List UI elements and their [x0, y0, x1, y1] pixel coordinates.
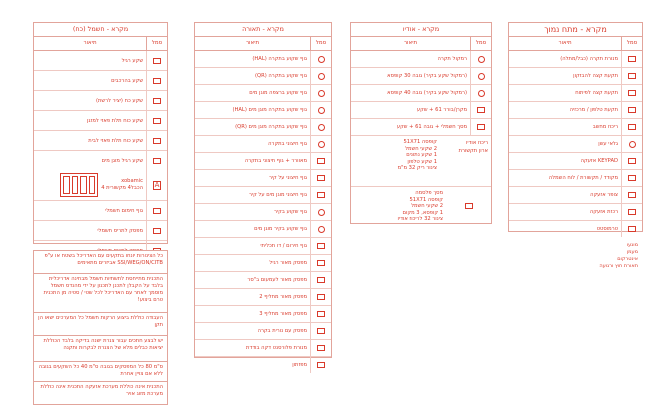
legend-row-label: שקע כוח תלת פאזי לבית	[88, 137, 143, 144]
legend-row	[351, 85, 491, 102]
legend-row-label: מנורת פלורסנט דקה בודדת	[245, 345, 307, 351]
legend-row	[509, 119, 642, 136]
legend-row	[509, 85, 642, 102]
distribution-board-icon	[60, 173, 98, 197]
emergency-light-icon	[317, 243, 325, 249]
legend-row	[351, 51, 491, 68]
legend-row	[509, 187, 642, 204]
legend-row	[195, 102, 331, 119]
general-note: כל הצינורות יונחו בתקעים עם האדריכל בשטח או ע"פ SSI/WEG/ON/CITB אביזרים מתאימים	[33, 250, 168, 274]
legend-low-voltage	[508, 22, 643, 232]
legend-row	[34, 151, 167, 170]
legend-audio	[350, 22, 492, 224]
legend-power	[33, 22, 168, 244]
legend-row	[195, 170, 331, 187]
legend-row-label: מאוורר + גוף חיצוני בתקרה	[244, 158, 307, 164]
wall-recessed-icon	[318, 226, 325, 233]
legend-row-label: רמקול תקרה	[437, 56, 467, 62]
speaker-icon	[478, 56, 485, 63]
legend-row	[34, 51, 167, 71]
legend-title: מקרא - חשמל (כח)	[34, 23, 167, 37]
general-note: התכנית מתייחסת לתשתיות חשמל מבחינה אדריכלית בלבד על הקבלן לתכנן לתכנון על ידי מהנדס חשמל מוסמך לאחר עם האדריכל לכל שטי / סטיה מן התכנית טרם ביצוע!	[33, 273, 168, 313]
legend-row	[195, 187, 331, 204]
legend-row-label: מפסק לתריס חשמלי	[97, 227, 143, 234]
phone-jack-icon	[628, 107, 636, 113]
legend-row	[195, 340, 331, 357]
alarm-hub-icon	[628, 209, 636, 215]
legend-row-label: שקע בהרכבים	[111, 77, 143, 84]
legend-row-label: צופר אזעקה	[590, 192, 618, 198]
ac-outlet-icon	[153, 118, 161, 124]
recessed-light-icon	[318, 124, 325, 131]
legend-row-label: גוף שקוע בקיר מוגן מים	[254, 226, 307, 232]
recessed-light-icon	[318, 73, 325, 80]
switch-icon	[317, 260, 325, 266]
keypad-label: xobamic	[121, 178, 143, 184]
audio-block-2	[351, 186, 491, 225]
legend-row-label: מפסק מאור רגיל	[269, 260, 307, 266]
plasma-screen-icon	[465, 203, 473, 209]
legend-row-label: רכזת אזעקה	[589, 209, 618, 215]
legend-row-label: שקע רגיל מוגן מים	[101, 157, 143, 164]
legend-row	[34, 201, 167, 221]
keypad-sub: הכבל4 מקשורית 4	[101, 185, 143, 191]
legend-row-label: גוף שקוע בתקרה מוגן מים (QR)	[235, 124, 307, 130]
general-note: יש לבצע חתכים עבור צנרת ישנה בדיקה בלבד הכוללת יציאות כבלים מלא של הצנרת לבקרות ותקנה	[33, 335, 168, 363]
panel-icon	[628, 175, 636, 181]
legend-row-label: מסך חשמלי + גובה 61 + שקע	[396, 124, 467, 130]
text-line: קופסה 51X71	[403, 139, 437, 145]
legend-row-label: שקע כח (יציר לרשת)	[95, 97, 143, 104]
legend-row-label: טרמוסטט	[596, 226, 618, 232]
legend-row	[34, 221, 167, 241]
thermostat-icon	[628, 226, 636, 232]
general-note: העבודה כוללת ביצוע הרקות חשמל כל המערכים ישאו הן תקן	[33, 312, 168, 336]
legend-row	[195, 323, 331, 340]
legend-row-label: (רמקול שקע בקיר) גובה 40 קופסא	[387, 90, 467, 96]
legend-row-label: מפזתון	[292, 362, 307, 368]
fluorescent-icon	[317, 345, 325, 351]
outlet-icon	[153, 158, 161, 164]
keypad-icon	[628, 158, 636, 164]
legend-row	[509, 170, 642, 187]
surface-light-icon	[318, 141, 325, 148]
legend-row	[509, 68, 642, 85]
legend-row	[195, 119, 331, 136]
text-line: 1 קופסא, 3 מקום	[402, 209, 443, 216]
legend-row-label: מפסק מאור לעמעום ב"סר	[247, 277, 307, 283]
recessed-light-icon	[318, 107, 325, 114]
ceiling-lamp-icon	[628, 56, 636, 62]
legend-row	[509, 136, 642, 153]
legend-row	[34, 91, 167, 111]
legend-lighting	[194, 22, 332, 368]
legend-row-label: מפסק מאור מחליף 3	[259, 311, 307, 317]
legend-row-label: גלאי עשן	[598, 141, 618, 147]
power-outlet-icon	[153, 98, 161, 104]
legend-row-label: תקעת טלפון / מרכזיה	[569, 107, 618, 113]
wall-speaker-icon	[478, 90, 485, 97]
legend-title: מקרא - מתח נמוך	[509, 23, 642, 37]
dimmer-icon	[317, 277, 325, 283]
legend-row	[195, 306, 331, 323]
legend-row	[509, 204, 642, 221]
legend-row-label: גוף חימום חשמלי	[105, 207, 143, 214]
ac-outlet-icon	[153, 138, 161, 144]
general-note: התכנית אינה כוללת מערכת אזעקה התכנית אינה כוללת מערכת מזוג אויר	[33, 381, 168, 405]
wall-light-icon	[317, 192, 325, 198]
fixture-icon	[317, 362, 325, 368]
general-note: ס"מ 80 כל המפסקים בגובה ס"מ 40 כל השקעים בגובה ללא אם צויין אחרת	[33, 361, 168, 383]
socket-icon	[628, 73, 636, 79]
legend-row-label: מקודד / תקשורת / לוח השמלה	[548, 175, 618, 181]
text-line: 1 שקע נתונים	[406, 152, 437, 158]
legend-row	[195, 289, 331, 306]
fan-icon	[317, 158, 325, 164]
legend-row-label: גוף חיצוני על קיר	[268, 175, 307, 181]
legend-row	[195, 255, 331, 272]
legend-row-label: KEYPAD אזעקה	[580, 158, 618, 164]
legend-row-label: תקעת קצה לפיתוח	[575, 90, 618, 96]
legend-row	[509, 51, 642, 68]
text-line: ארון תקשורת	[458, 148, 488, 154]
legend-row-label: מפסק מאור מחליף 2	[259, 294, 307, 300]
legend-row	[195, 204, 331, 221]
legend-row	[351, 102, 491, 119]
wall-light-icon	[317, 175, 325, 181]
legend-row	[509, 102, 642, 119]
legend-row	[34, 131, 167, 151]
siren-icon	[628, 192, 636, 198]
legend-row-label: גוף חיצוני בתקרה	[268, 141, 307, 147]
computer-hub-icon	[628, 124, 636, 130]
audio-block-1	[351, 135, 491, 186]
legend-row-label: שקע רגיל	[121, 57, 143, 64]
legend-row-label: ריכוז מחשב	[592, 124, 618, 130]
text-line: מונעו	[626, 242, 638, 248]
keypad-row	[34, 170, 167, 201]
recessed-light-icon	[318, 56, 325, 63]
outlet-icon	[153, 78, 161, 84]
text-line: 2 שקעי חשמל	[405, 145, 437, 152]
wall-speaker-icon	[478, 73, 485, 80]
legend-title: מקרא - תאורה	[195, 23, 331, 37]
legend-row	[509, 221, 642, 237]
text-line: צינור ריק 32 מ"מ	[397, 165, 437, 171]
smoke-detector-icon	[629, 141, 636, 148]
switch-icon	[317, 328, 325, 334]
text-line: ריכוז אודיו	[466, 140, 488, 146]
legend-columns: סמל תיאור	[509, 37, 642, 51]
legend-row-label: מפסק עם נורית בקרה	[257, 328, 307, 334]
legend-row	[195, 51, 331, 68]
panel-a-icon: A	[154, 180, 160, 189]
legend-row-label: גוף שקוע בתקרה (QR)	[255, 73, 307, 79]
floor-light-icon	[318, 90, 325, 97]
legend-columns: סמל תיאור	[34, 37, 167, 51]
projector-icon	[477, 107, 485, 113]
legend-row-label: גוף שקוע ברצפה מוגן מים	[249, 90, 307, 96]
legend-row	[195, 136, 331, 153]
legend-row	[195, 68, 331, 85]
legend-row-label: תקעת קצה להבזקון	[573, 73, 618, 79]
text-line: קופסה 51X71	[409, 196, 443, 203]
legend-row-label: מקרן/בורר 61 + שקע	[416, 107, 467, 113]
shutter-icon	[153, 228, 161, 234]
legend-row	[351, 68, 491, 85]
legend-title: מקרא - אודיו	[351, 23, 491, 37]
text-line: מעמן	[626, 249, 638, 255]
text-line: 1 שקע טלפון	[407, 158, 437, 165]
outlet-icon	[153, 58, 161, 64]
legend-columns: סמל תיאור	[351, 37, 491, 51]
legend-row	[351, 119, 491, 135]
text-line: תאורת חוץ ורגועה	[599, 263, 638, 269]
legend-row-label: גוף חיצוני מוגן מים על קיר	[249, 192, 307, 198]
legend-columns: סמל תיאור	[195, 37, 331, 51]
heater-icon	[153, 208, 161, 214]
legend-row	[195, 238, 331, 255]
legend-row	[195, 357, 331, 373]
legend-row-label: שקע כוח תלת פאזי למזגן	[87, 117, 143, 124]
legend-row	[195, 272, 331, 289]
wall-recessed-icon	[318, 209, 325, 216]
legend-row	[509, 153, 642, 170]
legend-row	[34, 111, 167, 131]
text-line: צינור 32 לריכוז אודיו	[397, 216, 443, 222]
legend-row	[195, 221, 331, 238]
socket-icon	[628, 90, 636, 96]
side-note	[590, 242, 638, 270]
legend-row-label: גוף שקוע בתקרה מוגן מים (HAL)	[232, 107, 307, 113]
legend-row-label: גוף שקוע בקיר	[274, 209, 307, 215]
screen-icon	[477, 124, 485, 130]
legend-row	[195, 153, 331, 170]
legend-row-label: גוף חירום / דו תכליתי	[260, 243, 307, 249]
legend-row	[195, 85, 331, 102]
switch-icon	[317, 294, 325, 300]
text-line: 2 שקעי חשמל	[411, 203, 443, 209]
switch-icon	[317, 311, 325, 317]
legend-row-label: (רמקול שקע בקיר) גובה 30 קופסא	[387, 73, 467, 79]
text-line: מסך פלסמה	[415, 190, 443, 196]
legend-row-label: גוף שקוע בתקרה (HAL)	[252, 56, 307, 62]
legend-row	[34, 71, 167, 91]
text-line: אינטרקום	[617, 256, 638, 262]
legend-row-label: מנורת תקרה (כבל/מתלה)	[560, 56, 618, 62]
